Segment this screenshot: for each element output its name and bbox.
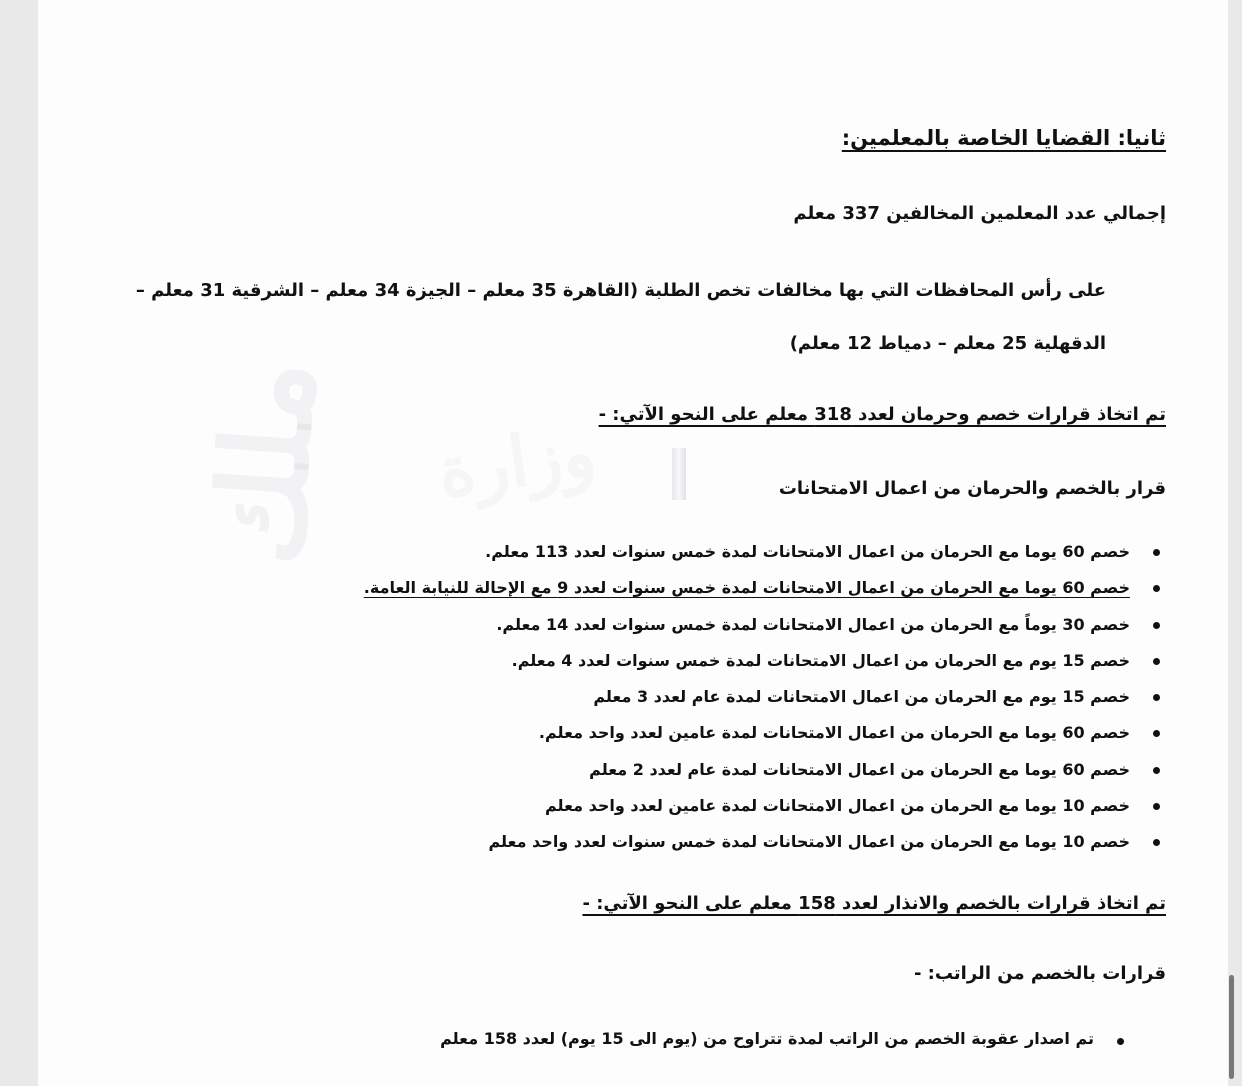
section-heading: ثانيا: القضايا الخاصة بالمعلمين:	[841, 126, 1166, 150]
list-item: خصم 60 يوما مع الحرمان من اعمال الامتحانات لمدة عامين لعدد واحد معلم.	[364, 721, 1130, 757]
deduction-warning-heading: تم اتخاذ قرارات بالخصم والانذار لعدد 158 معلم على النحو الآتي: -	[582, 893, 1166, 914]
governorates-line-2: الدقهلية 25 معلم – دمياط 12 معلم)	[789, 333, 1106, 354]
bullet-icon	[1153, 622, 1160, 629]
background-watermark: ملك	[188, 355, 343, 570]
list-item: خصم 30 يوماً مع الحرمان من اعمال الامتحانات لمدة خمس سنوات لعدد 14 معلم.	[364, 613, 1130, 649]
bullet-icon	[1117, 1038, 1124, 1045]
salary-deduction-item: تم اصدار عقوبة الخصم من الراتب لمدة تتراوح من (يوم الى 15 يوم) لعدد 158 معلم	[440, 1029, 1094, 1048]
governorates-line-1: على رأس المحافظات التي بها مخالفات تخص الطلبة (القاهرة 35 معلم – الجيزة 34 معلم – الشرقية 31 معلم –	[135, 280, 1106, 301]
paper-fold-mark	[672, 448, 686, 500]
list-item: خصم 60 يوما مع الحرمان من اعمال الامتحانات لمدة عام لعدد 2 معلم	[364, 758, 1130, 794]
background-stamp-watermark: وزارة	[432, 409, 601, 514]
scrollbar-thumb[interactable]	[1229, 975, 1234, 1079]
list-item: خصم 60 يوما مع الحرمان من اعمال الامتحانات لمدة خمس سنوات لعدد 9 مع الإحالة للنيابة العامة.	[364, 576, 1130, 612]
list-item: خصم 10 يوما مع الحرمان من اعمال الامتحانات لمدة عامين لعدد واحد معلم	[364, 794, 1130, 830]
list-item: خصم 60 يوما مع الحرمان من اعمال الامتحانات لمدة خمس سنوات لعدد 113 معلم.	[364, 540, 1130, 576]
list-item: خصم 10 يوما مع الحرمان من اعمال الامتحانات لمدة خمس سنوات لعدد واحد معلم	[364, 830, 1130, 866]
bullet-icon	[1153, 658, 1160, 665]
list-item: خصم 15 يوم مع الحرمان من اعمال الامتحانات لمدة عام لعدد 3 معلم	[364, 685, 1130, 721]
bullet-icon	[1153, 767, 1160, 774]
exam-decision-title: قرار بالخصم والحرمان من اعمال الامتحانات	[778, 478, 1166, 499]
deduction-deprivation-heading: تم اتخاذ قرارات خصم وحرمان لعدد 318 معلم على النحو الآتي: -	[598, 404, 1166, 425]
total-teachers-line: إجمالي عدد المعلمين المخالفين 337 معلم	[793, 203, 1166, 224]
list-item: خصم 15 يوم مع الحرمان من اعمال الامتحانات لمدة خمس سنوات لعدد 4 معلم.	[364, 649, 1130, 685]
bullet-icon	[1153, 549, 1160, 556]
salary-deduction-title: قرارات بالخصم من الراتب: -	[913, 963, 1166, 984]
exam-decisions-list	[364, 540, 1130, 867]
